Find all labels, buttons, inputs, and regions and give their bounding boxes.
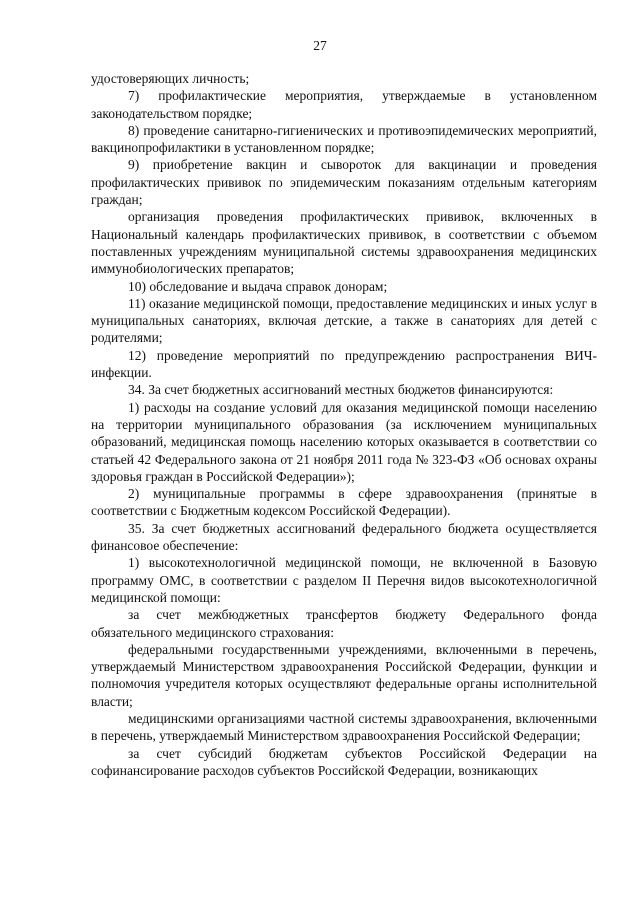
paragraph: 8) проведение санитарно-гигиенических и противоэпидемических мероприятий, вакцинопрофилактики в установленном порядке; (91, 122, 597, 156)
paragraph: 1) расходы на создание условий для оказания медицинской помощи населению на территории муниципального образования (за исключением муниципальных образований, медицинская помощь населению которых оказывается в соответствии со статьей 42 Федерального закона от 21 ноября 2011 года № 323-ФЗ «Об основах охраны здоровья граждан в Российской Федерации»); (91, 399, 597, 484)
paragraph: федеральными государственными учреждениями, включенными в перечень, утверждаемый Министерством здравоохранения Российской Федерации, функции и полномочия учредителя которых осуществляют федеральные органы исполнительной власти; (91, 641, 597, 709)
paragraph: 1) высокотехнологичной медицинской помощи, не включенной в Базовую программу ОМС, в соответствии с разделом II Перечня видов высокотехнологичной медицинской помощи: (91, 555, 597, 605)
paragraph: 34. За счет бюджетных ассигнований местных бюджетов финансируются: (128, 382, 554, 398)
paragraph: 35. За счет бюджетных ассигнований федерального бюджета осуществляется финансовое обеспечение: (91, 520, 597, 554)
paragraph: медицинскими организациями частной системы здравоохранения, включенными в перечень, утверждаемый Министерством здравоохранения Российской Федерации; (91, 710, 597, 744)
paragraph: 7) профилактические мероприятия, утверждаемые в установленном законодательством порядке; (91, 88, 597, 121)
document-body (91, 70, 597, 779)
paragraph: 10) обследование и выдача справок донорам; (128, 278, 388, 294)
paragraph: 11) оказание медицинской помощи, предоставление медицинских и иных услуг в муниципальных санаториях, включая детские, а также в санаториях для детей с родителями; (91, 295, 597, 346)
paragraph: 12) проведение мероприятий по предупреждению распространения ВИЧ-инфекции. (91, 347, 597, 381)
paragraph: 2) муниципальные программы в сфере здравоохранения (принятые в соответствии с Бюджетным кодексом Российской Федерации). (91, 486, 597, 519)
paragraph: организация проведения профилактических прививок, включенных в Национальный календарь профилактических прививок, в соответствии с объемом поставленных учреждениям муниципальной системы здравоохранения медицинских иммунобиологических препаратов; (91, 209, 597, 277)
paragraph: удостоверяющих личность; (91, 71, 250, 86)
paragraph: за счет субсидий бюджетам субъектов Российской Федерации на софинансирование расходов субъектов Российской Федерации, возникающих (91, 745, 597, 778)
paragraph: 9) приобретение вакцин и сывороток для вакцинации и проведения профилактических прививок по эпидемическим показаниям отдельным категориям граждан; (91, 157, 597, 208)
paragraph: за счет межбюджетных трансфертов бюджету Федерального фонда обязательного медицинского страхования: (91, 607, 597, 640)
page-number: 27 (313, 38, 327, 53)
